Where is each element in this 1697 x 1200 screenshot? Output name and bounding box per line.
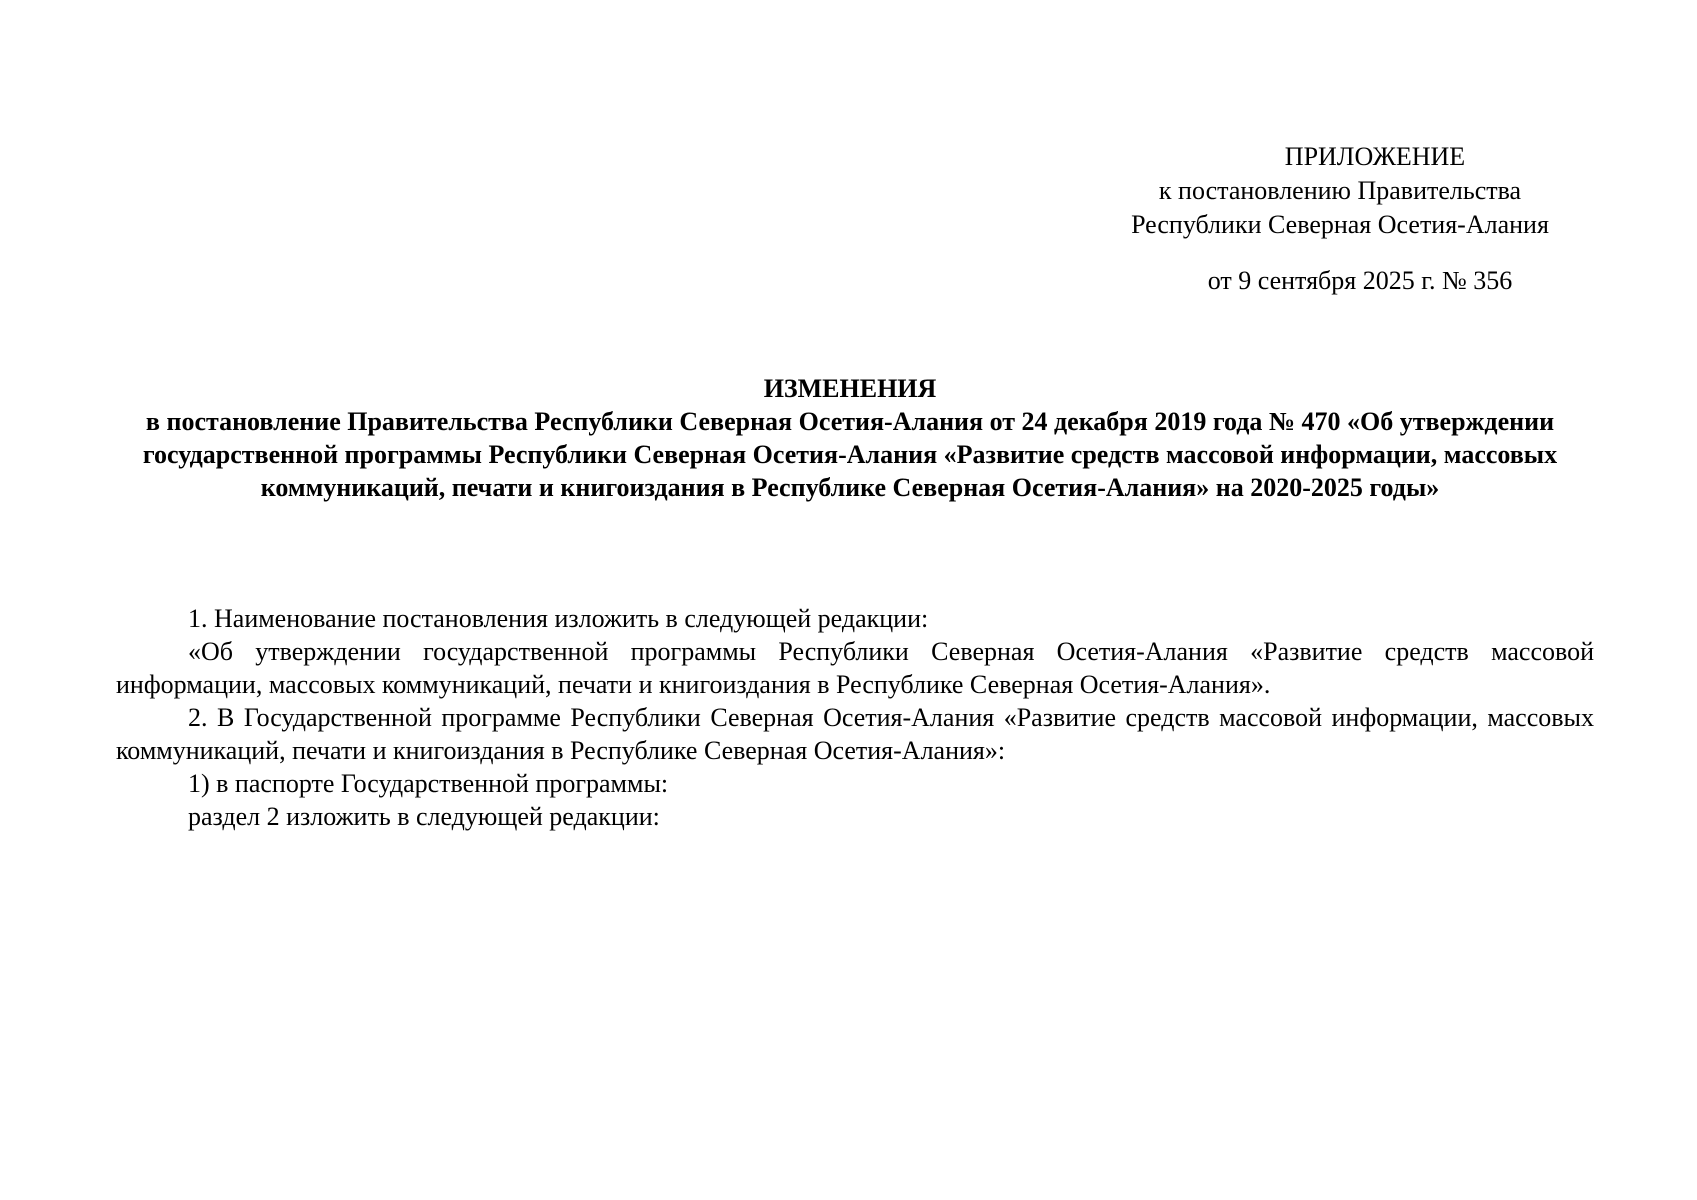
heading-title: ИЗМЕНЕНИЯ bbox=[763, 374, 937, 403]
paragraph-4: 1) в паспорте Государственной программы: bbox=[188, 769, 669, 798]
paragraph-3: 2. В Государственной программе Республики Северная Осетия-Алания «Развитие средств массовой информации, массовых коммуникаций, печати и книгоиздания в Республике Северная Осетия-Алания»: bbox=[116, 703, 1594, 765]
paragraph-5: раздел 2 изложить в следующей редакции: bbox=[188, 802, 660, 831]
appendix-date-number: от 9 сентября 2025 г. № 356 bbox=[1207, 266, 1513, 295]
appendix-line-2: к постановлению Правительства bbox=[1158, 176, 1522, 205]
appendix-line-3: Республики Северная Осетия-Алания bbox=[1131, 210, 1549, 239]
appendix-title: ПРИЛОЖЕНИЕ bbox=[1284, 142, 1466, 171]
paragraph-1: 1. Наименование постановления изложить в следующей редакции: bbox=[188, 604, 929, 633]
paragraph-2: «Об утверждении государственной программы Республики Северная Осетия-Алания «Развитие средств массовой информации, массовых коммуникаций, печати и книгоиздания в Республике Северная Осетия-Алания». bbox=[116, 637, 1594, 699]
document-heading bbox=[100, 372, 1600, 504]
appendix-block bbox=[1080, 140, 1600, 298]
heading-subtitle: в постановление Правительства Республики Северная Осетия-Алания от 24 декабря 2019 года № 470 «Об утверждении государственной программы Республики Северная Осетия-Алания «Развитие средств массовой информации, массовых коммуникаций, печати и книгоиздания в Республике Северная Осетия-Алания» на 2020-2025 годы» bbox=[142, 407, 1558, 502]
document-body bbox=[116, 602, 1594, 833]
